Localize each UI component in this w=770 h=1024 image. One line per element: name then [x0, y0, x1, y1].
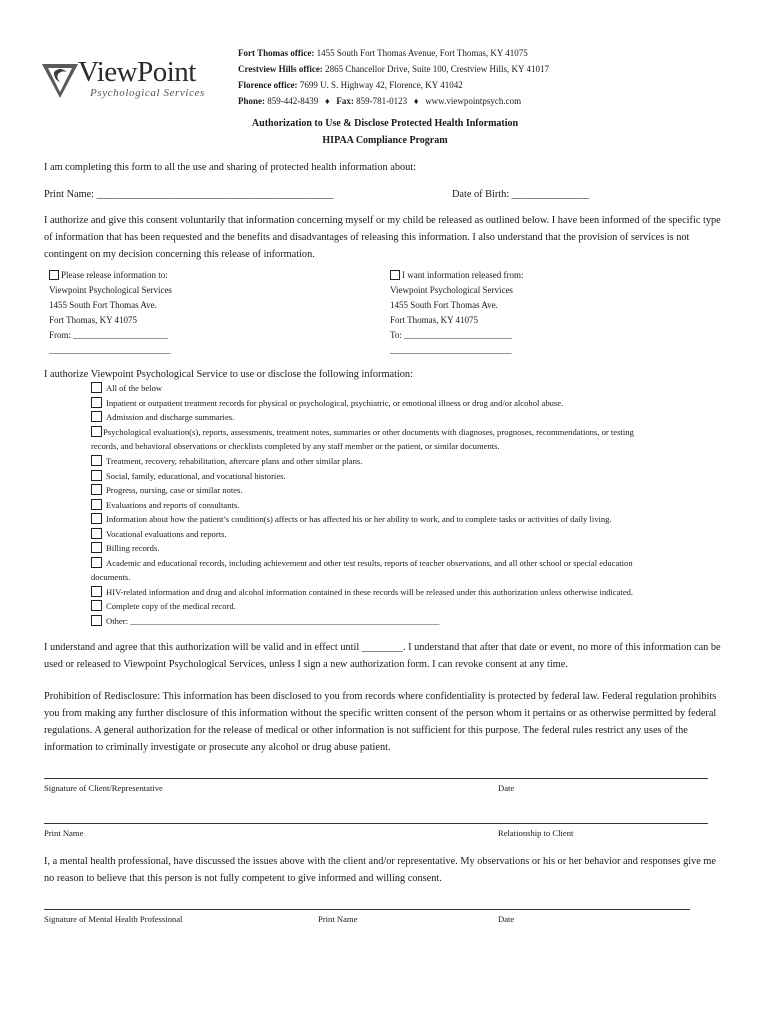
form-title: Authorization to Use & Disclose Protected Health Information — [251, 118, 519, 129]
release-from-checkbox[interactable] — [390, 270, 400, 280]
professional-date-label: Date — [498, 914, 515, 924]
item-psych-eval: Psychological evaluation(s), reports, assessments, treatment notes, summaries or other documents with diagnoses, prognoses, recommendations, or testing — [103, 427, 634, 437]
dob-field[interactable]: Date of Birth: _______________ — [452, 189, 589, 200]
print-name-field[interactable]: Print Name: ______________________________________________ — [44, 189, 334, 200]
client-signature-label: Signature of Client/Representative — [44, 783, 163, 793]
item-consultant-reports: Evaluations and reports of consultants. — [106, 500, 240, 510]
print-name-line[interactable] — [44, 823, 708, 824]
logo — [40, 56, 210, 102]
checkbox-consultant-reports[interactable] — [91, 499, 102, 510]
release-to-street: 1455 South Fort Thomas Ave. — [49, 300, 157, 310]
release-to-field[interactable]: To: ________________________ — [390, 330, 513, 340]
item-treatment-plans: Treatment, recovery, rehabilitation, aftercare plans and other similar plans. — [106, 456, 363, 466]
checkbox-work-ability[interactable] — [91, 513, 102, 524]
client-signature-line[interactable] — [44, 778, 708, 779]
checkbox-academic[interactable] — [91, 557, 102, 568]
checkbox-vocational[interactable] — [91, 528, 102, 539]
item-other[interactable]: Other: ________________________________________________________________________ — [106, 616, 440, 626]
logo-wordmark: ViewPoint — [78, 56, 196, 88]
relationship-label: Relationship to Client — [498, 828, 574, 838]
release-from-name: Viewpoint Psychological Services — [390, 285, 513, 295]
contact-line: Phone: 859-442-8439 ♦ Fax: 859-781-0123 ♦ www.viewpointpsych.com — [238, 96, 522, 106]
professional-signature-label: Signature of Mental Health Professional — [44, 914, 183, 924]
checkbox-other[interactable] — [91, 615, 102, 626]
checkbox-admission[interactable] — [91, 411, 102, 422]
professional-signature-line[interactable] — [44, 909, 690, 910]
item-academic-cont: documents. — [91, 572, 131, 582]
checkbox-all[interactable] — [91, 382, 102, 393]
checkbox-treatment-records[interactable] — [91, 397, 102, 408]
item-admission: Admission and discharge summaries. — [106, 412, 235, 422]
intro-text: I am completing this form to all the use and sharing of protected health information about: — [44, 162, 417, 173]
item-treatment-records: Inpatient or outpatient treatment records for physical or psychological, psychiatric, or emotional illness or drug and/or alcohol abuse. — [106, 398, 564, 408]
crestview-office: Crestview Hills office: 2865 Chancellor Drive, Suite 100, Crestview Hills, KY 41017 — [238, 64, 549, 74]
consent-paragraph: I authorize and give this consent voluntarily that information concerning myself or my child be released as outlined below. I have been informed of the specific type of information that has been requested and the benefits and disadvantages of releasing this information. I also understand that the provision of services is not contingent on my decision concerning this release of information. — [44, 215, 721, 260]
checkbox-complete-copy[interactable] — [91, 600, 102, 611]
checkbox-treatment-plans[interactable] — [91, 455, 102, 466]
professional-print-name-label: Print Name — [318, 914, 358, 924]
print-name-label: Print Name — [44, 828, 84, 838]
florence-office: Florence office: 7699 U. S. Highway 42, Florence, KY 41042 — [238, 80, 463, 90]
item-histories: Social, family, educational, and vocational histories. — [106, 471, 286, 481]
item-academic: Academic and educational records, including achievement and other test results, reports of teacher observations, and all other school or special education — [106, 558, 633, 568]
checkbox-hiv[interactable] — [91, 586, 102, 597]
item-complete-copy: Complete copy of the medical record. — [106, 601, 236, 611]
release-from-block — [390, 268, 523, 358]
checkbox-histories[interactable] — [91, 470, 102, 481]
viewpoint-logo-icon — [40, 60, 80, 100]
item-progress-notes: Progress, nursing, case or similar notes. — [106, 485, 243, 495]
release-to-name: Viewpoint Psychological Services — [49, 285, 172, 295]
release-from-field[interactable]: From: _____________________ — [49, 330, 168, 340]
release-from-city: Fort Thomas, KY 41075 — [390, 315, 479, 325]
authorize-intro: I authorize Viewpoint Psychological Service to use or disclose the following information: — [44, 369, 413, 380]
release-to-field-line2[interactable]: ___________________________ — [390, 345, 512, 355]
release-from-street: 1455 South Fort Thomas Ave. — [390, 300, 498, 310]
form-subtitle: HIPAA Compliance Program — [322, 135, 448, 146]
item-vocational: Vocational evaluations and reports. — [106, 529, 227, 539]
item-psych-eval-cont: records, and behavioral observations or checklists completed by any staff member or the patient, or similar documents. — [91, 441, 500, 451]
release-to-city: Fort Thomas, KY 41075 — [49, 315, 138, 325]
release-from-field-line2[interactable]: ___________________________ — [49, 345, 171, 355]
item-billing: Billing records. — [106, 543, 160, 553]
item-work-ability: Information about how the patient’s condition(s) affects or has affected his or her ability to work, and to complete tasks or activities of daily living. — [106, 514, 612, 524]
redisclosure-paragraph: Prohibition of Redisclosure: This information has been disclosed to you from records where confidentiality is protected by federal law. Federal regulation prohibits you from making any further disclosure of this information without the specific written consent of the person whom it pertains or as otherwise permitted by federal regulations. A general authorization for the release of medical or other information is not sufficient for this purpose. The federal rules restrict any uses of the information to criminally investigate or prosecute any alcohol or drug abuse patient. — [44, 691, 717, 753]
professional-paragraph: I, a mental health professional, have discussed the issues above with the client and/or representative. My observations or his or her behavior and responses give me no reason to believe that this person is not fully competent to give informed and willing consent. — [44, 856, 716, 884]
website-link[interactable]: www.viewpointpsych.com — [425, 96, 522, 106]
checkbox-psych-eval[interactable] — [91, 426, 102, 437]
fort-thomas-office: Fort Thomas office: 1455 South Fort Thomas Avenue, Fort Thomas, KY 41075 — [238, 48, 528, 58]
item-hiv: HIV-related information and drug and alcohol information contained in these records will be released under this authorization unless otherwise indicated. — [106, 587, 634, 597]
release-to-checkbox[interactable] — [49, 270, 59, 280]
validity-paragraph: I understand and agree that this authorization will be valid and in effect until ________. I understand that after that date or event, no more of this information can be used or released to Viewpoint Psychological Services, unless I sign a new authorization form. I can revoke consent at any time. — [44, 642, 721, 670]
office-addresses — [238, 45, 549, 109]
checkbox-billing[interactable] — [91, 542, 102, 553]
release-to-block — [49, 268, 172, 358]
checkbox-progress-notes[interactable] — [91, 484, 102, 495]
client-date-label: Date — [498, 783, 515, 793]
item-all: All of the below — [106, 383, 163, 393]
release-to-label: Please release information to: — [61, 270, 168, 280]
release-from-label: I want information released from: — [402, 270, 524, 280]
logo-subtitle: Psychological Services — [90, 87, 205, 99]
